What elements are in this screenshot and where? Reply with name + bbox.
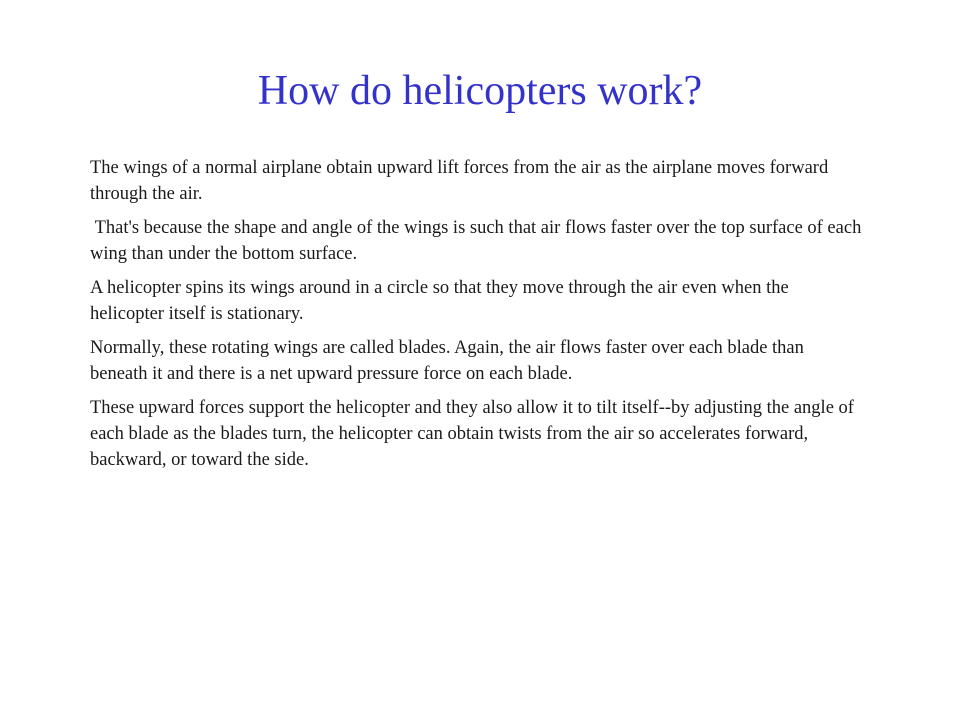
slide-body [90,155,865,481]
paragraph-airplane-lift: The wings of a normal airplane obtain upward lift forces from the air as the airplane moves forward through the air. [90,158,829,204]
slide-title: How do helicopters work? [257,68,703,114]
paragraph-helicopter-spin: A helicopter spins its wings around in a circle so that they move through the air even when the helicopter itself is stationary. [90,278,789,324]
paragraph-upward-forces: These upward forces support the helicopter and they also allow it to tilt itself--by adjusting the angle of each blade as the blades turn, the helicopter can obtain twists from the air so accelerates forward, backward, or toward the side. [90,398,854,470]
paragraph-wing-shape: That's because the shape and angle of the wings is such that air flows faster over the top surface of each wing than under the bottom surface. [90,218,866,264]
paragraph-rotating-blades: Normally, these rotating wings are called blades. Again, the air flows faster over each blade than beneath it and there is a net upward pressure force on each blade. [90,338,804,384]
